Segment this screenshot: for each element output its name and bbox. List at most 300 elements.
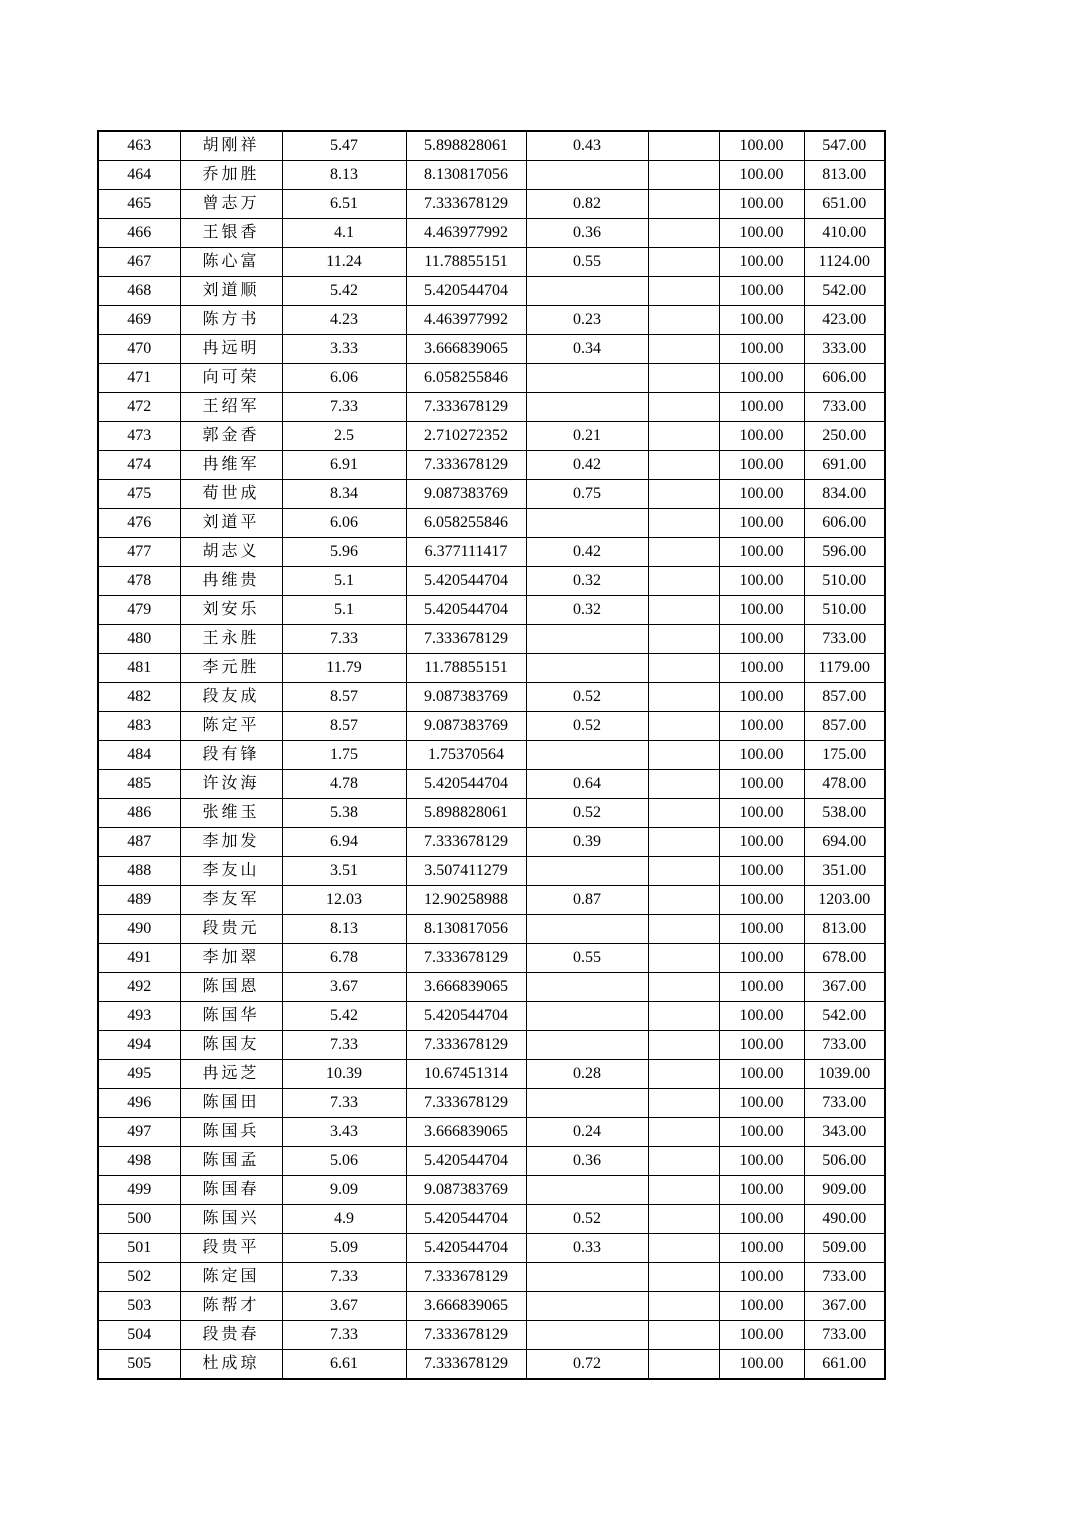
cell-rate: 100.00 — [719, 1234, 804, 1263]
cell-amount: 596.00 — [804, 538, 885, 567]
cell-seq: 471 — [98, 364, 180, 393]
cell-value-b: 3.666839065 — [406, 335, 526, 364]
cell-value-a: 7.33 — [282, 1031, 406, 1060]
table-row — [98, 1147, 885, 1176]
cell-value-b: 5.420544704 — [406, 1147, 526, 1176]
cell-rate: 100.00 — [719, 538, 804, 567]
cell-rate: 100.00 — [719, 248, 804, 277]
cell-value-a: 5.38 — [282, 799, 406, 828]
table-row — [98, 625, 885, 654]
cell-diff: 0.75 — [526, 480, 648, 509]
cell-diff — [526, 1292, 648, 1321]
cell-amount: 733.00 — [804, 1263, 885, 1292]
cell-rate: 100.00 — [719, 422, 804, 451]
cell-diff: 0.39 — [526, 828, 648, 857]
cell-blank — [648, 161, 719, 190]
cell-name: 乔加胜 — [180, 161, 282, 190]
cell-blank — [648, 828, 719, 857]
cell-value-a: 5.42 — [282, 1002, 406, 1031]
cell-rate: 100.00 — [719, 1060, 804, 1089]
cell-diff — [526, 1002, 648, 1031]
cell-value-b: 3.666839065 — [406, 973, 526, 1002]
cell-seq: 495 — [98, 1060, 180, 1089]
cell-rate: 100.00 — [719, 799, 804, 828]
cell-blank — [648, 1089, 719, 1118]
table-row — [98, 393, 885, 422]
cell-seq: 481 — [98, 654, 180, 683]
table-row — [98, 1031, 885, 1060]
cell-name: 陈方书 — [180, 306, 282, 335]
cell-blank — [648, 799, 719, 828]
cell-value-a: 4.23 — [282, 306, 406, 335]
cell-value-a: 4.1 — [282, 219, 406, 248]
table-row — [98, 1350, 885, 1380]
cell-blank — [648, 190, 719, 219]
cell-amount: 733.00 — [804, 1089, 885, 1118]
cell-value-b: 6.058255846 — [406, 364, 526, 393]
cell-seq: 487 — [98, 828, 180, 857]
cell-rate: 100.00 — [719, 1205, 804, 1234]
cell-value-a: 6.94 — [282, 828, 406, 857]
cell-diff: 0.23 — [526, 306, 648, 335]
table-row — [98, 1089, 885, 1118]
cell-blank — [648, 1060, 719, 1089]
table-row — [98, 799, 885, 828]
cell-amount: 1179.00 — [804, 654, 885, 683]
cell-diff: 0.72 — [526, 1350, 648, 1380]
cell-amount: 857.00 — [804, 683, 885, 712]
table-row — [98, 1205, 885, 1234]
cell-name: 陈国恩 — [180, 973, 282, 1002]
table-row — [98, 451, 885, 480]
cell-amount: 733.00 — [804, 1321, 885, 1350]
cell-seq: 485 — [98, 770, 180, 799]
cell-value-b: 7.333678129 — [406, 944, 526, 973]
cell-blank — [648, 915, 719, 944]
cell-diff: 0.55 — [526, 248, 648, 277]
cell-value-b: 5.420544704 — [406, 1234, 526, 1263]
cell-amount: 1203.00 — [804, 886, 885, 915]
cell-diff: 0.33 — [526, 1234, 648, 1263]
cell-blank — [648, 306, 719, 335]
cell-name: 冉维贵 — [180, 567, 282, 596]
cell-value-a: 4.78 — [282, 770, 406, 799]
cell-blank — [648, 886, 719, 915]
cell-name: 李加翠 — [180, 944, 282, 973]
cell-amount: 510.00 — [804, 567, 885, 596]
cell-blank — [648, 538, 719, 567]
cell-value-a: 3.43 — [282, 1118, 406, 1147]
cell-name: 陈国兴 — [180, 1205, 282, 1234]
cell-blank — [648, 654, 719, 683]
cell-value-b: 5.420544704 — [406, 1205, 526, 1234]
cell-diff — [526, 1031, 648, 1060]
cell-blank — [648, 973, 719, 1002]
cell-amount: 834.00 — [804, 480, 885, 509]
table-row — [98, 973, 885, 1002]
cell-rate: 100.00 — [719, 596, 804, 625]
cell-seq: 479 — [98, 596, 180, 625]
cell-value-a: 5.06 — [282, 1147, 406, 1176]
cell-rate: 100.00 — [719, 1118, 804, 1147]
cell-rate: 100.00 — [719, 973, 804, 1002]
cell-diff: 0.21 — [526, 422, 648, 451]
cell-value-b: 12.90258988 — [406, 886, 526, 915]
cell-blank — [648, 509, 719, 538]
cell-rate: 100.00 — [719, 1321, 804, 1350]
cell-diff — [526, 915, 648, 944]
cell-seq: 493 — [98, 1002, 180, 1031]
cell-value-b: 9.087383769 — [406, 683, 526, 712]
cell-amount: 506.00 — [804, 1147, 885, 1176]
cell-name: 胡志义 — [180, 538, 282, 567]
cell-value-b: 7.333678129 — [406, 1350, 526, 1380]
cell-value-a: 7.33 — [282, 393, 406, 422]
cell-name: 陈国兵 — [180, 1118, 282, 1147]
cell-amount: 542.00 — [804, 1002, 885, 1031]
table-row — [98, 480, 885, 509]
cell-seq: 490 — [98, 915, 180, 944]
cell-diff — [526, 1263, 648, 1292]
cell-amount: 542.00 — [804, 277, 885, 306]
cell-name: 冉远明 — [180, 335, 282, 364]
cell-value-b: 8.130817056 — [406, 161, 526, 190]
cell-rate: 100.00 — [719, 828, 804, 857]
table-row — [98, 219, 885, 248]
cell-seq: 474 — [98, 451, 180, 480]
cell-diff: 0.42 — [526, 538, 648, 567]
table-row — [98, 654, 885, 683]
cell-blank — [648, 422, 719, 451]
cell-rate: 100.00 — [719, 1350, 804, 1380]
cell-amount: 813.00 — [804, 915, 885, 944]
cell-value-a: 5.47 — [282, 131, 406, 161]
table-row — [98, 1234, 885, 1263]
cell-blank — [648, 567, 719, 596]
cell-rate: 100.00 — [719, 1031, 804, 1060]
cell-value-b: 4.463977992 — [406, 306, 526, 335]
cell-blank — [648, 131, 719, 161]
cell-name: 段贵元 — [180, 915, 282, 944]
cell-name: 陈国友 — [180, 1031, 282, 1060]
cell-blank — [648, 1147, 719, 1176]
cell-rate: 100.00 — [719, 683, 804, 712]
cell-seq: 505 — [98, 1350, 180, 1380]
cell-name: 段贵平 — [180, 1234, 282, 1263]
cell-value-b: 7.333678129 — [406, 393, 526, 422]
cell-seq: 491 — [98, 944, 180, 973]
cell-blank — [648, 393, 719, 422]
table-row — [98, 596, 885, 625]
cell-blank — [648, 1118, 719, 1147]
table-body — [98, 131, 885, 1379]
cell-amount: 367.00 — [804, 973, 885, 1002]
cell-seq: 476 — [98, 509, 180, 538]
table-row — [98, 712, 885, 741]
cell-name: 李元胜 — [180, 654, 282, 683]
cell-name: 郭金香 — [180, 422, 282, 451]
table-row — [98, 1176, 885, 1205]
cell-amount: 606.00 — [804, 364, 885, 393]
cell-value-a: 6.51 — [282, 190, 406, 219]
cell-diff: 0.64 — [526, 770, 648, 799]
cell-blank — [648, 944, 719, 973]
table-row — [98, 1321, 885, 1350]
cell-seq: 504 — [98, 1321, 180, 1350]
cell-value-b: 7.333678129 — [406, 1321, 526, 1350]
cell-diff — [526, 654, 648, 683]
cell-value-a: 3.67 — [282, 973, 406, 1002]
cell-blank — [648, 625, 719, 654]
cell-rate: 100.00 — [719, 915, 804, 944]
cell-seq: 468 — [98, 277, 180, 306]
table-row — [98, 422, 885, 451]
cell-blank — [648, 712, 719, 741]
cell-blank — [648, 1205, 719, 1234]
table-row — [98, 509, 885, 538]
cell-name: 荀世成 — [180, 480, 282, 509]
cell-value-a: 8.34 — [282, 480, 406, 509]
cell-amount: 733.00 — [804, 625, 885, 654]
cell-name: 冉远芝 — [180, 1060, 282, 1089]
cell-amount: 857.00 — [804, 712, 885, 741]
cell-rate: 100.00 — [719, 219, 804, 248]
cell-seq: 492 — [98, 973, 180, 1002]
cell-blank — [648, 248, 719, 277]
cell-blank — [648, 857, 719, 886]
cell-amount: 333.00 — [804, 335, 885, 364]
cell-value-b: 9.087383769 — [406, 480, 526, 509]
cell-blank — [648, 1234, 719, 1263]
cell-amount: 343.00 — [804, 1118, 885, 1147]
cell-seq: 465 — [98, 190, 180, 219]
cell-value-b: 7.333678129 — [406, 451, 526, 480]
cell-seq: 467 — [98, 248, 180, 277]
cell-rate: 100.00 — [719, 190, 804, 219]
cell-seq: 480 — [98, 625, 180, 654]
cell-rate: 100.00 — [719, 625, 804, 654]
cell-blank — [648, 364, 719, 393]
cell-value-a: 3.51 — [282, 857, 406, 886]
cell-value-a: 7.33 — [282, 625, 406, 654]
cell-name: 冉维军 — [180, 451, 282, 480]
cell-diff — [526, 1089, 648, 1118]
cell-diff: 0.24 — [526, 1118, 648, 1147]
cell-seq: 464 — [98, 161, 180, 190]
cell-rate: 100.00 — [719, 509, 804, 538]
cell-value-b: 7.333678129 — [406, 1263, 526, 1292]
cell-name: 刘道平 — [180, 509, 282, 538]
cell-name: 陈国华 — [180, 1002, 282, 1031]
cell-seq: 489 — [98, 886, 180, 915]
cell-name: 许汝海 — [180, 770, 282, 799]
cell-seq: 473 — [98, 422, 180, 451]
cell-name: 陈国春 — [180, 1176, 282, 1205]
cell-name: 曾志万 — [180, 190, 282, 219]
cell-seq: 499 — [98, 1176, 180, 1205]
cell-value-b: 10.67451314 — [406, 1060, 526, 1089]
cell-diff — [526, 1176, 648, 1205]
cell-value-a: 11.79 — [282, 654, 406, 683]
cell-value-a: 5.09 — [282, 1234, 406, 1263]
cell-value-a: 3.33 — [282, 335, 406, 364]
cell-rate: 100.00 — [719, 393, 804, 422]
cell-blank — [648, 451, 719, 480]
cell-blank — [648, 683, 719, 712]
cell-blank — [648, 1002, 719, 1031]
cell-rate: 100.00 — [719, 277, 804, 306]
cell-name: 胡刚祥 — [180, 131, 282, 161]
cell-seq: 501 — [98, 1234, 180, 1263]
cell-diff: 0.52 — [526, 799, 648, 828]
table-row — [98, 828, 885, 857]
cell-seq: 497 — [98, 1118, 180, 1147]
cell-diff — [526, 973, 648, 1002]
cell-value-b: 9.087383769 — [406, 712, 526, 741]
cell-rate: 100.00 — [719, 364, 804, 393]
cell-diff: 0.36 — [526, 219, 648, 248]
cell-value-b: 5.420544704 — [406, 277, 526, 306]
table-row — [98, 538, 885, 567]
cell-name: 杜成琼 — [180, 1350, 282, 1380]
cell-value-b: 5.420544704 — [406, 770, 526, 799]
cell-seq: 498 — [98, 1147, 180, 1176]
table-row — [98, 944, 885, 973]
cell-value-b: 4.463977992 — [406, 219, 526, 248]
cell-diff: 0.55 — [526, 944, 648, 973]
cell-amount: 510.00 — [804, 596, 885, 625]
cell-value-a: 7.33 — [282, 1263, 406, 1292]
cell-blank — [648, 277, 719, 306]
cell-amount: 606.00 — [804, 509, 885, 538]
cell-diff: 0.34 — [526, 335, 648, 364]
cell-seq: 469 — [98, 306, 180, 335]
cell-rate: 100.00 — [719, 306, 804, 335]
cell-value-b: 7.333678129 — [406, 828, 526, 857]
cell-value-b: 1.75370564 — [406, 741, 526, 770]
cell-value-a: 5.1 — [282, 567, 406, 596]
cell-value-b: 8.130817056 — [406, 915, 526, 944]
cell-value-b: 5.420544704 — [406, 567, 526, 596]
cell-seq: 500 — [98, 1205, 180, 1234]
cell-amount: 538.00 — [804, 799, 885, 828]
cell-value-a: 5.96 — [282, 538, 406, 567]
cell-name: 李友山 — [180, 857, 282, 886]
table-row — [98, 335, 885, 364]
cell-rate: 100.00 — [719, 1089, 804, 1118]
cell-seq: 463 — [98, 131, 180, 161]
table-row — [98, 1002, 885, 1031]
cell-seq: 496 — [98, 1089, 180, 1118]
cell-value-b: 7.333678129 — [406, 190, 526, 219]
cell-value-a: 11.24 — [282, 248, 406, 277]
cell-name: 陈定国 — [180, 1263, 282, 1292]
cell-rate: 100.00 — [719, 161, 804, 190]
cell-blank — [648, 335, 719, 364]
cell-amount: 175.00 — [804, 741, 885, 770]
table-row — [98, 1060, 885, 1089]
cell-blank — [648, 1321, 719, 1350]
cell-rate: 100.00 — [719, 1176, 804, 1205]
cell-seq: 503 — [98, 1292, 180, 1321]
table-row — [98, 161, 885, 190]
cell-value-a: 12.03 — [282, 886, 406, 915]
table-row — [98, 915, 885, 944]
table-row — [98, 364, 885, 393]
cell-seq: 484 — [98, 741, 180, 770]
cell-rate: 100.00 — [719, 886, 804, 915]
cell-name: 段有锋 — [180, 741, 282, 770]
cell-amount: 661.00 — [804, 1350, 885, 1380]
cell-amount: 490.00 — [804, 1205, 885, 1234]
table-row — [98, 1292, 885, 1321]
cell-amount: 733.00 — [804, 1031, 885, 1060]
cell-value-b: 7.333678129 — [406, 1089, 526, 1118]
cell-name: 刘安乐 — [180, 596, 282, 625]
cell-seq: 502 — [98, 1263, 180, 1292]
cell-blank — [648, 1292, 719, 1321]
cell-seq: 486 — [98, 799, 180, 828]
cell-diff — [526, 1321, 648, 1350]
cell-blank — [648, 770, 719, 799]
cell-value-b: 2.710272352 — [406, 422, 526, 451]
cell-value-a: 8.13 — [282, 915, 406, 944]
cell-rate: 100.00 — [719, 1147, 804, 1176]
cell-name: 王绍军 — [180, 393, 282, 422]
cell-amount: 691.00 — [804, 451, 885, 480]
cell-name: 陈国孟 — [180, 1147, 282, 1176]
cell-seq: 482 — [98, 683, 180, 712]
cell-amount: 509.00 — [804, 1234, 885, 1263]
cell-value-a: 2.5 — [282, 422, 406, 451]
cell-value-b: 11.78855151 — [406, 654, 526, 683]
cell-value-a: 8.57 — [282, 712, 406, 741]
cell-diff: 0.36 — [526, 1147, 648, 1176]
table-row — [98, 567, 885, 596]
cell-diff — [526, 393, 648, 422]
cell-rate: 100.00 — [719, 567, 804, 596]
cell-value-b: 5.898828061 — [406, 131, 526, 161]
cell-value-a: 6.61 — [282, 1350, 406, 1380]
cell-diff — [526, 741, 648, 770]
cell-value-b: 5.898828061 — [406, 799, 526, 828]
cell-diff — [526, 857, 648, 886]
cell-amount: 410.00 — [804, 219, 885, 248]
cell-diff: 0.32 — [526, 567, 648, 596]
cell-blank — [648, 1031, 719, 1060]
cell-amount: 909.00 — [804, 1176, 885, 1205]
cell-value-a: 10.39 — [282, 1060, 406, 1089]
table-row — [98, 683, 885, 712]
cell-rate: 100.00 — [719, 131, 804, 161]
cell-value-a: 8.57 — [282, 683, 406, 712]
cell-value-b: 7.333678129 — [406, 1031, 526, 1060]
cell-value-b: 3.507411279 — [406, 857, 526, 886]
cell-diff: 0.82 — [526, 190, 648, 219]
cell-amount: 367.00 — [804, 1292, 885, 1321]
cell-blank — [648, 596, 719, 625]
cell-amount: 478.00 — [804, 770, 885, 799]
cell-diff: 0.43 — [526, 131, 648, 161]
cell-value-a: 4.9 — [282, 1205, 406, 1234]
cell-value-b: 3.666839065 — [406, 1118, 526, 1147]
cell-rate: 100.00 — [719, 712, 804, 741]
cell-amount: 678.00 — [804, 944, 885, 973]
cell-diff: 0.28 — [526, 1060, 648, 1089]
cell-name: 陈国田 — [180, 1089, 282, 1118]
cell-name: 李加发 — [180, 828, 282, 857]
cell-name: 陈帮才 — [180, 1292, 282, 1321]
